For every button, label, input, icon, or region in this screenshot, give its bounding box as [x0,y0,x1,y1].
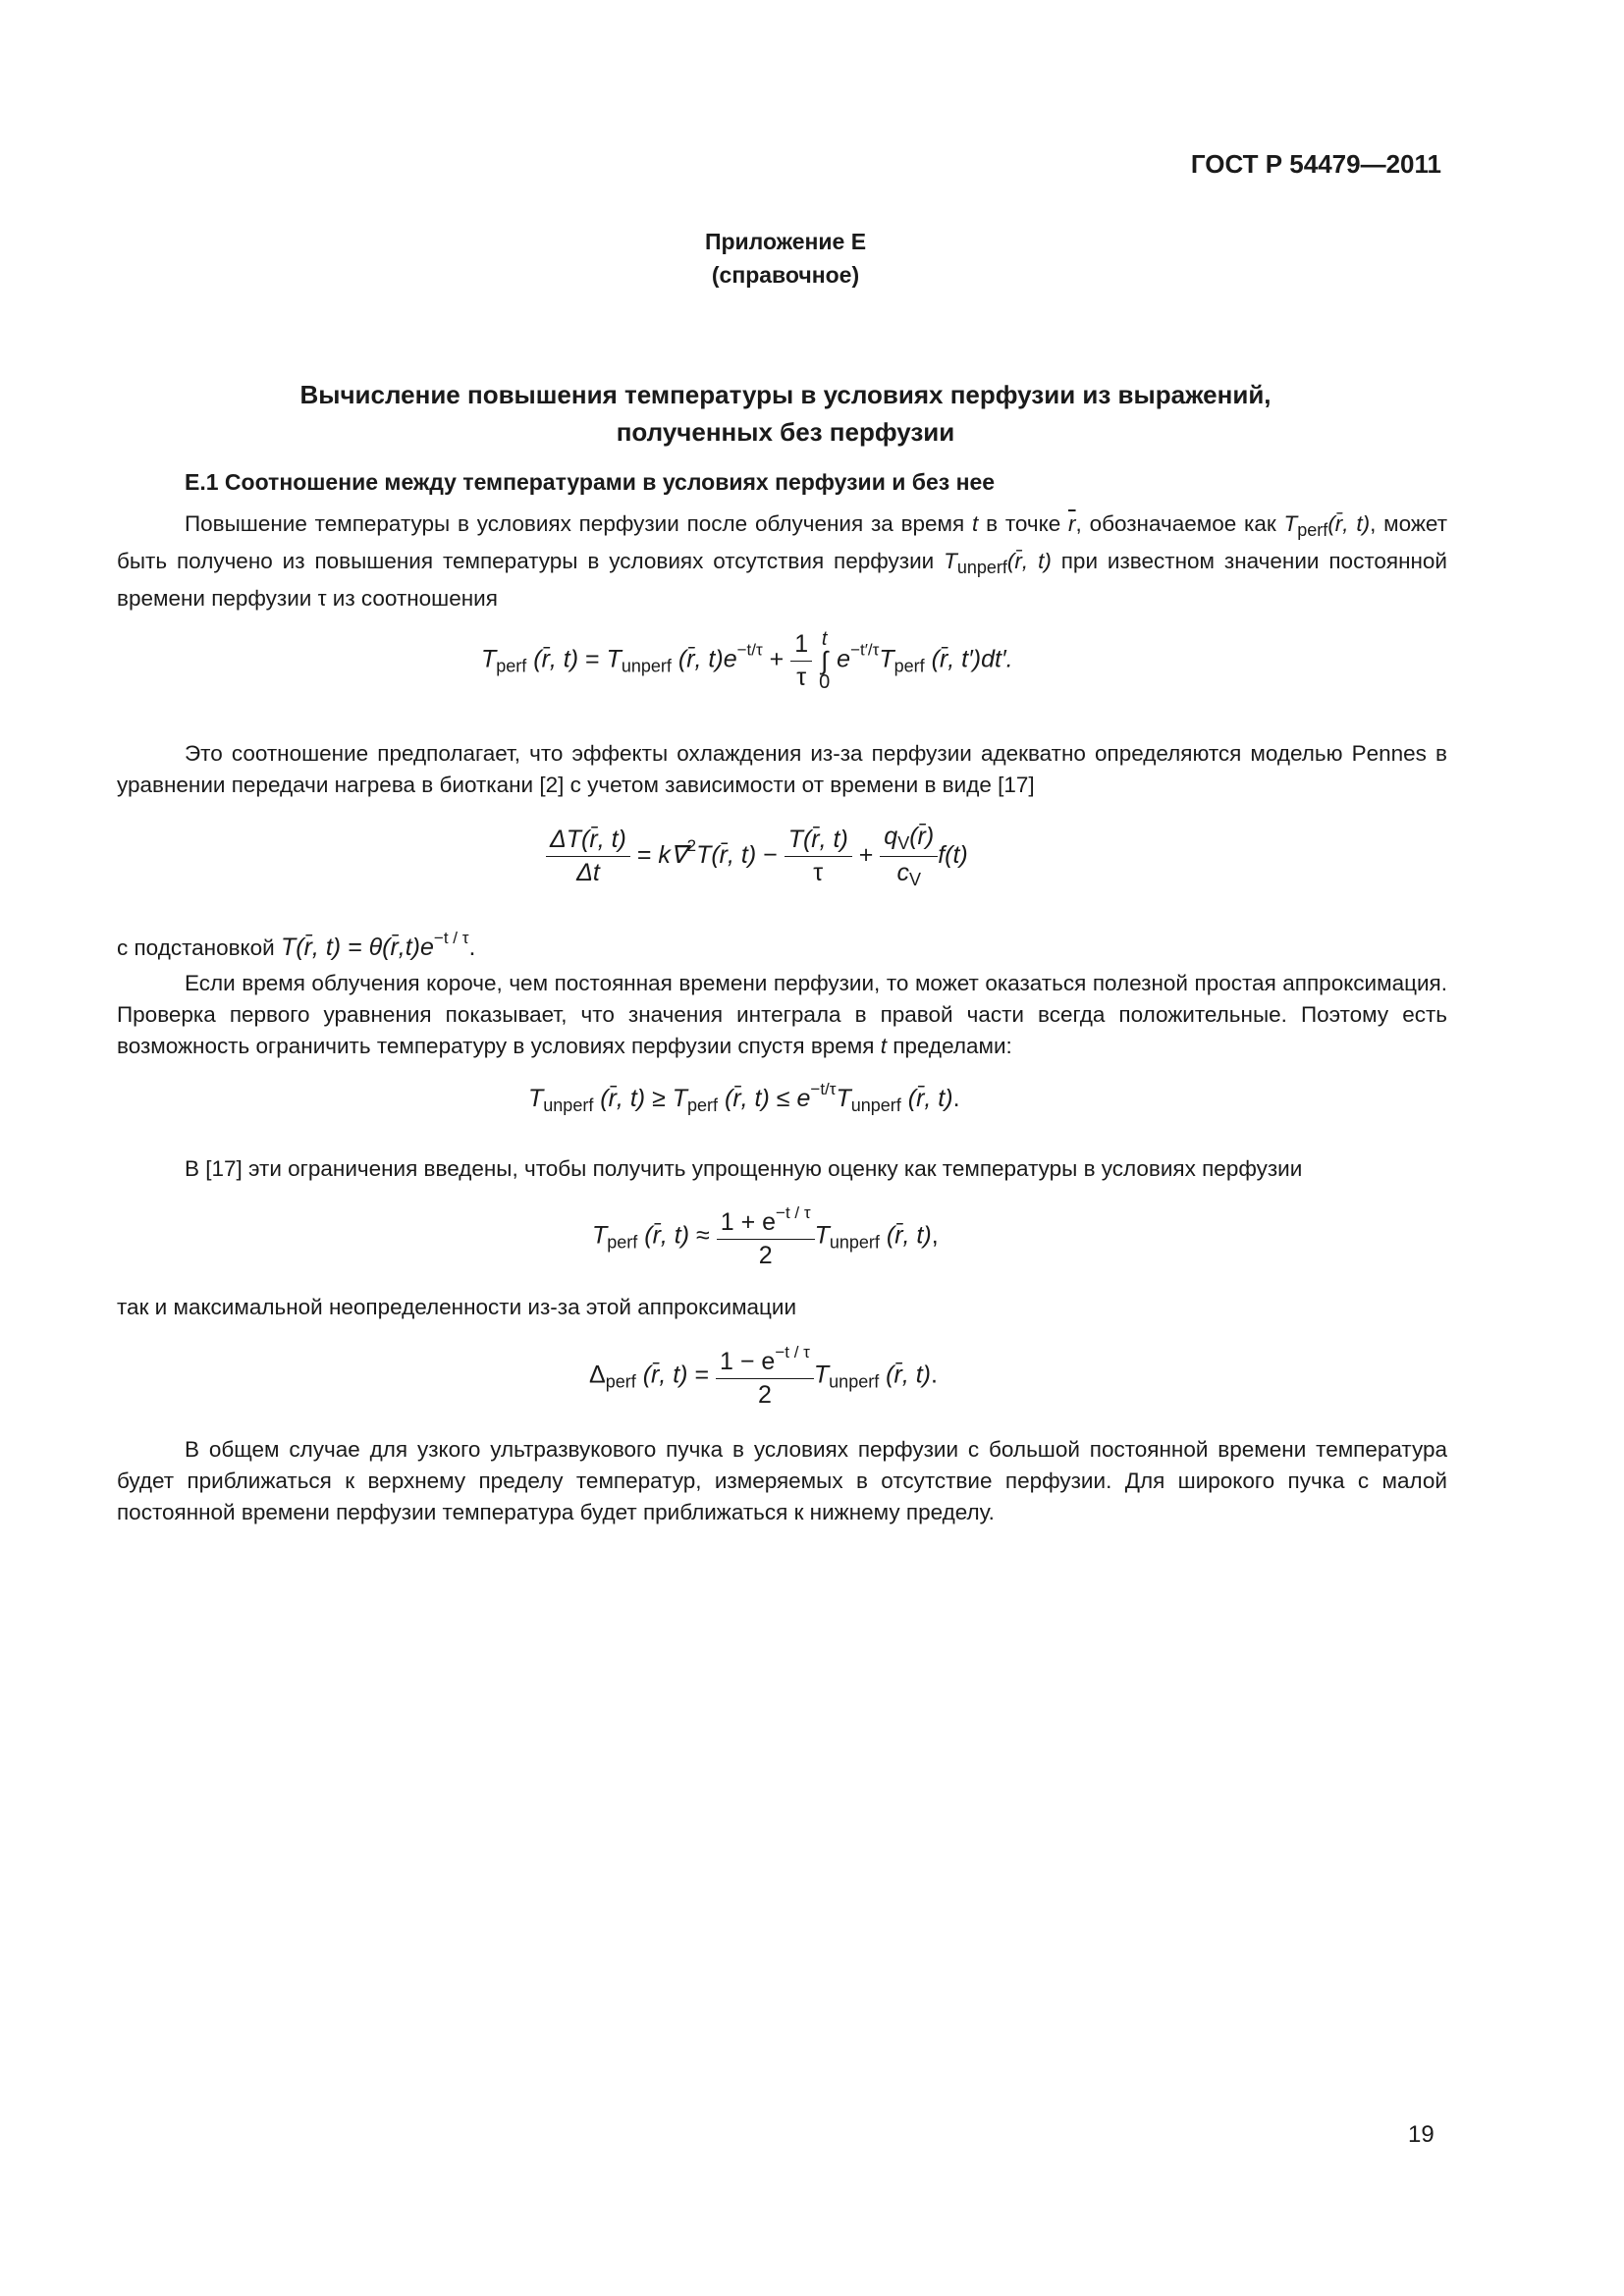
p1-sub-unperf: unperf [956,558,1007,577]
p1-var-T1: T [1283,511,1298,536]
f2-c-den [880,857,938,890]
f5-T2: T [814,1221,830,1250]
f2-q [880,823,938,890]
formula-estimate [592,1203,939,1270]
appendix-label: Приложение Е [704,229,867,254]
f2-eq: = [636,841,652,870]
f1-e2: e [837,645,851,673]
f1-plus: + [769,645,785,673]
f5-num-text: 1 + e [720,1208,777,1236]
f2-c: c [896,859,909,886]
p1-text-b: в точке [978,511,1069,536]
f4-le: ≤ [776,1085,790,1112]
f5-arg1: (r̄, t) [644,1221,690,1250]
f5-arg2: (r̄, t) [886,1221,932,1250]
f4-perf: perf [687,1095,719,1115]
standard-code: ГОСТ Р 54479—2011 [1190,149,1441,179]
f3-inline [281,929,476,961]
f2-lhs-num: ΔT(r̄, t) [546,826,630,857]
appendix-title [0,376,1571,451]
p4-text-b: пределами: [886,1034,1012,1058]
paragraph-7: В общем случае для узкого ультразвукового пучка в условиях перфузии с большой постоянной времени температура будет приближаться к верхнему пределу температур, измеряемых в отсутствие перфузии. Для широкого пучка с малой постоянной времени перфузии температура будет приближаться к нижнему пределу. [117,1437,1447,1524]
paragraph-1 [117,508,1447,614]
title-line-1: Вычисление повышения температуры в условиях перфузии из выражений, [299,380,1272,409]
f5-perf: perf [607,1232,638,1253]
f4-e: e [796,1085,811,1112]
f6-arg1: (r̄, t) [642,1361,688,1389]
f1-frac [790,630,812,692]
f1-int: ∫ [821,646,829,675]
f2-lhs [546,826,630,887]
p1-arg-2: (r̄, t) [1006,549,1052,573]
f2-sq: 2 [686,836,697,856]
f5-num [717,1203,815,1240]
formula-pennes [546,823,968,890]
f1-unperf: unperf [621,656,672,676]
f1-upper: t [821,628,828,650]
f4-unperf: unperf [543,1095,594,1115]
f5-end: , [931,1221,939,1250]
f3-expr: T(r̄, t) = θ(r̄,t)e [281,934,434,961]
f2-lhs-den: Δt [576,859,600,886]
f4-arg2: (r̄, t) [725,1085,770,1112]
f2-q-num [880,823,938,857]
f1-eq: = [585,645,600,673]
f5-den: 2 [758,1242,773,1269]
f2-mid-num: T(r̄, t) [785,826,852,857]
f4-T3: T [836,1085,851,1112]
f1-T: T [481,645,497,673]
f2-mid [785,826,852,887]
f6-T: T [813,1361,830,1389]
f1-arg3: (r̄, t′)dt′. [931,645,1013,673]
f3-end: . [468,934,476,961]
f2-f: f(t) [938,841,968,870]
f6-den: 2 [758,1381,772,1409]
f1-e: e [723,645,737,673]
f4-arg3: (r̄, t) [907,1085,953,1112]
f5-unperf: unperf [829,1232,880,1253]
p1-text-a: Повышение температуры в условиях перфузии после облучения за время [185,511,973,536]
p1-arg-1: (r̄, t) [1327,511,1371,536]
title-line-2: полученных без перфузии [616,417,955,447]
appendix-heading [0,225,1571,292]
f5-T1: T [592,1221,608,1250]
f2-mid-den: τ [813,859,824,886]
f2-c-sub: V [908,870,921,889]
f2-q-sub: V [897,833,910,853]
f2-minus: − [763,841,778,870]
f6-num-text: 1 − e [720,1348,776,1375]
f1-exp2: −t′/τ [850,640,880,660]
section-heading: Е.1 Соотношение между температурами в условиях перфузии и без нее [185,469,996,495]
f6-frac [716,1343,814,1410]
f6-num [716,1343,814,1379]
f4-exp: −t/τ [810,1080,837,1098]
f1-perf2: perf [893,656,925,676]
f2-T: T(r̄, t) [696,841,757,870]
f3-exp: −t / τ [433,929,469,947]
f1-perf: perf [496,656,527,676]
p3-text: с подстановкой [117,935,275,960]
f2-k: k∇ [658,841,687,870]
f1-arg2: (r̄, t) [677,645,724,673]
p4-text-a: Если время облучения короче, чем постоянная времени перфузии, то может оказаться полезной простая аппроксимация. Проверка первого уравнения показывает, что значения интеграла в правой части всегда положительные. Поэтому есть возможность ограничить температуру в условиях перфузии спустя время [117,971,1447,1058]
f2-q-arg: (r̄) [909,823,935,850]
p1-text-e: при известном значении постоянной времени перфузии τ из соотношения [117,549,1447,611]
f2-plus: + [858,841,874,870]
f1-tau: τ [796,663,807,691]
formula-perfusion-relation [481,628,1013,693]
f1-arg: (r̄, t) [533,645,579,673]
p1-var-T2: T [944,549,957,573]
f4-ge: ≥ [652,1085,666,1112]
f4-arg1: (r̄, t) [600,1085,646,1112]
page-number: 19 [1408,2121,1435,2148]
appendix-type: (справочное) [711,262,860,288]
f4-unperf2: unperf [850,1095,901,1115]
f1-exp1: −t/τ [736,640,763,660]
f4-end: . [952,1085,960,1112]
p4-var-t: t [880,1034,887,1058]
f6-perf: perf [605,1371,636,1392]
p1-var-r: $\overline{r}$ [1068,511,1076,536]
f5-approx: ≈ [696,1221,710,1250]
f2-q: q [884,823,898,850]
f1-T2: T [606,645,622,673]
f6-arg2: (r̄, t) [886,1361,931,1389]
f5-exp: −t / τ [776,1203,811,1222]
f1-T3: T [879,645,894,673]
formula-uncertainty [589,1343,938,1410]
paragraph-2: Это соотношение предполагает, что эффекты охлаждения из-за перфузии адекватно определяются моделью Pennes в уравнении передачи нагрева в биоткани [2] с учетом зависимости от времени в виде [17] [117,741,1447,797]
p1-text-d: , может быть получено из повышения температуры в условиях отсутствия перфузии [117,511,1447,573]
paragraph-5: В [17] эти ограничения введены, чтобы получить упрощенную оценку как температуры в условиях перфузии [185,1156,1303,1181]
f1-one: 1 [790,630,812,662]
f1-integral [819,628,830,693]
paragraph-3 [117,923,1447,964]
f6-unperf: unperf [829,1371,880,1392]
f1-lower: 0 [819,671,831,693]
f6-end: . [931,1361,938,1389]
f4-T2: T [672,1085,688,1112]
f4-T1: T [528,1085,544,1112]
formula-bounds [528,1080,960,1116]
f6-exp: −t / τ [775,1343,810,1362]
paragraph-6: так и максимальной неопределенности из-за этой аппроксимации [117,1295,797,1319]
p1-var-t: t [972,511,979,536]
f6-eq: = [694,1361,710,1389]
p1-sub-perf: perf [1297,520,1328,540]
f6-delta: Δ [589,1361,606,1389]
f5-frac [717,1203,815,1270]
paragraph-4 [117,968,1447,1062]
p1-text-c: , обозначаемое как [1075,511,1284,536]
